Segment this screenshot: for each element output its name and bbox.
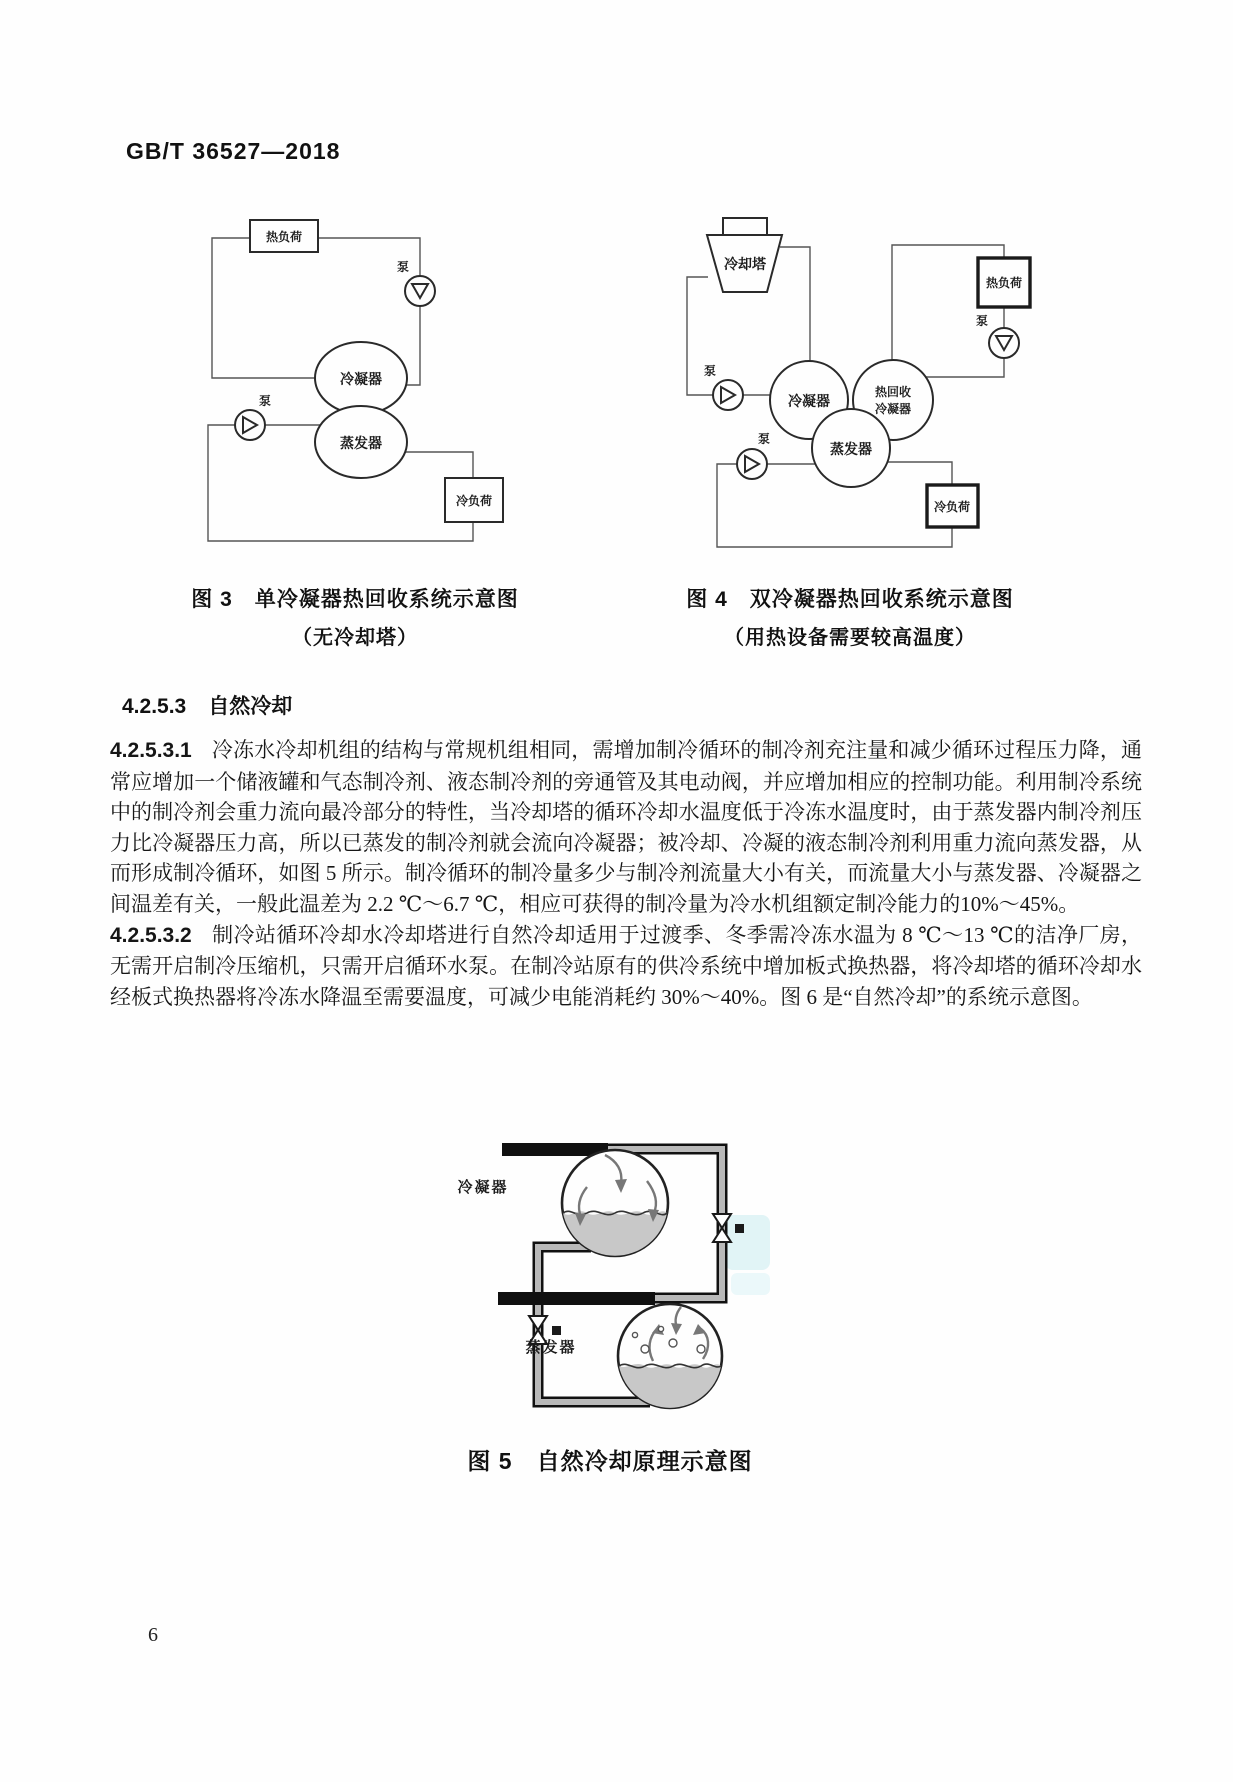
bubble-icon (669, 1339, 677, 1347)
standard-number: GB/T 36527—2018 (126, 138, 341, 164)
body-text (110, 735, 1142, 1012)
section-title: 自然冷却 (208, 695, 293, 718)
page-number: 6 (148, 1624, 158, 1646)
valve-handle (735, 1224, 744, 1233)
wire (405, 452, 473, 478)
paragraph-text: 冷冻水冷却机组的结构与常规机组相同，需增加制冷循环的制冷剂充注量和减少循环过程压力降，通常应增加一个储液罐和气态制冷剂、液态制冷剂的旁通管及其电动阀，并应增加相应的控制功能。利用制冷系统中的制冷剂会重力流向最冷部分的特性，当冷却塔的循环冷却水温度低于冷冻水温度时，由于蒸发器内制冷剂压力比冷凝器压力高，所以已蒸发的制冷剂就会流向冷凝器；被冷却、冷凝的液态制冷剂利用重力流向蒸发器，从而形成制冷循环，如图 5 所示。制冷循环的制冷量多少与制冷剂流量大小有关，而流量大小与蒸发器、冷凝器之间温差有关，一般此温差为 2.2 ℃～6.7 ℃，相应可获得的制冷量为冷水机组额定制冷能力的10%～45%。 (110, 738, 1142, 916)
paragraph-4-2-5-3-1 (110, 735, 1142, 920)
figure-4-caption-title: 图 4 双冷凝器热回收系统示意图 (686, 588, 1014, 611)
wire (926, 358, 1004, 377)
cooling-load-label: 冷负荷 (455, 494, 493, 508)
pump-label: 泵 (258, 394, 272, 408)
cooling-tower-top (723, 218, 767, 235)
condenser-label: 冷凝器 (340, 371, 382, 387)
figure-3-diagram (163, 185, 513, 575)
figure-5-caption-title: 图 5 自然冷却原理示意图 (467, 1448, 753, 1474)
wire (887, 462, 952, 485)
bubble-icon (632, 1332, 637, 1337)
section-number: 4.2.5.3 (122, 695, 187, 718)
condenser-label: 冷凝器 (788, 393, 830, 409)
heat-load-label: 热负荷 (265, 230, 303, 244)
clause-number: 4.2.5.3.1 (110, 739, 192, 762)
pump-label: 泵 (396, 260, 410, 274)
heat-recovery-condenser-label-line2: 冷凝器 (874, 402, 912, 416)
evaporator-label: 蒸发器 (830, 441, 872, 457)
wire (780, 247, 810, 362)
heat-recovery-condenser-label-line1: 热回收 (874, 385, 912, 399)
cooling-tower-label: 冷却塔 (724, 256, 766, 272)
cooling-load-label: 冷负荷 (933, 500, 971, 514)
figure-4-diagram (598, 183, 1043, 573)
figure-3-caption-subtitle: （无冷却塔） (292, 627, 418, 649)
clause-number: 4.2.5.3.2 (110, 923, 192, 947)
wire (212, 238, 316, 378)
pump-label: 泵 (975, 314, 989, 328)
scan-stain (731, 1273, 770, 1295)
bubble-icon (658, 1326, 663, 1331)
section-heading (122, 690, 292, 720)
figure-4-caption (660, 583, 1040, 650)
pump-label: 泵 (757, 432, 771, 446)
evaporator-label: 蒸发器 (525, 1339, 577, 1356)
header-pipe (498, 1292, 655, 1305)
valve-handle (552, 1326, 561, 1335)
figure-3-caption-title: 图 3 单冷凝器热回收系统示意图 (191, 588, 519, 611)
bubble-icon (697, 1345, 705, 1353)
evaporator-label: 蒸发器 (340, 435, 382, 451)
heat-load-label: 热负荷 (985, 276, 1023, 290)
bubble-icon (641, 1345, 649, 1353)
figure-5-caption (420, 1443, 800, 1476)
paragraph-4-2-5-3-2 (110, 920, 1142, 1013)
figure-5-diagram (425, 1135, 770, 1435)
paragraph-text: 制冷站循环冷却水冷却塔进行自然冷却适用于过渡季、冬季需冷冻水温为 8 ℃～13 ℃的洁净厂房，无需开启制冷压缩机，只需开启循环水泵。在制冷站原有的供冷系统中增加板式换热器，将冷却塔的循环冷却水经板式换热器将冷冻水降温至需要温度，可减少电能消耗约 30%～40%。图 6 是“自然冷却”的系统示意图。 (110, 922, 1142, 1009)
valve-body (529, 1316, 547, 1330)
figure-3-caption (165, 583, 545, 650)
figure-4-caption-subtitle: （用热设备需要较高温度） (724, 627, 976, 649)
pump-label: 泵 (703, 364, 717, 378)
condenser-label: 冷凝器 (457, 1179, 509, 1196)
